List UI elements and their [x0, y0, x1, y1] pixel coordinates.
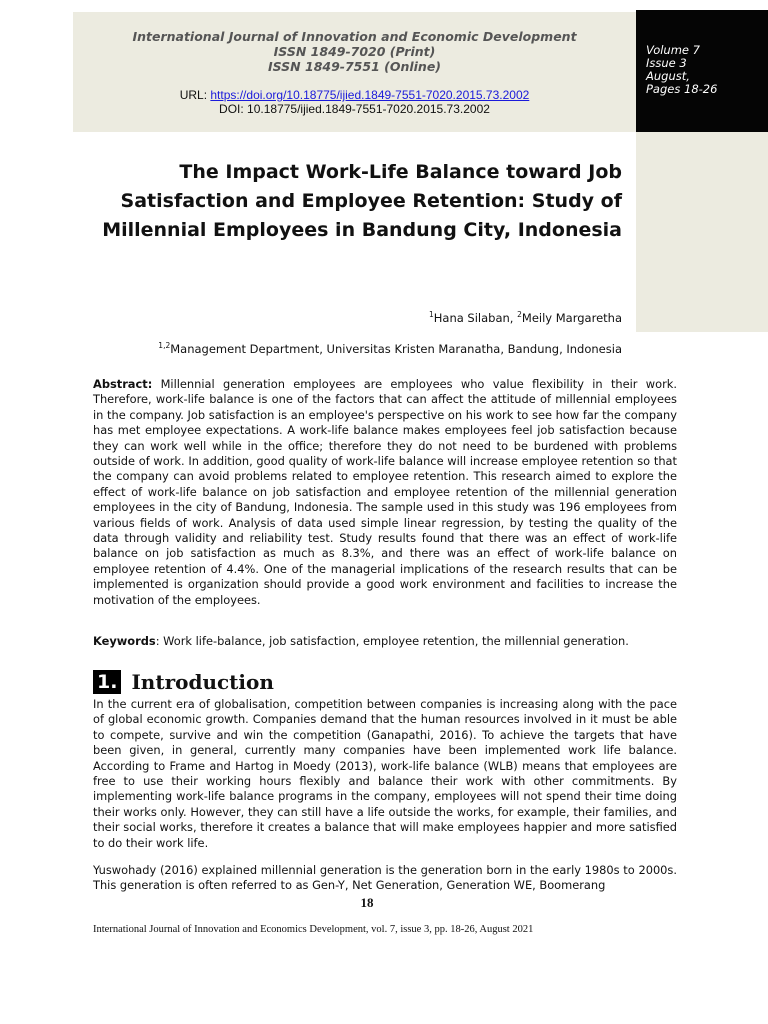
article-title: The Impact Work-Life Balance toward Job Satisfaction and Employee Retention: Study of Millennial Employees in Bandung City, Indonesia — [102, 161, 622, 241]
intro-paragraph-2: Yuswohady (2016) explained millennial generation is the generation born in the early 1980s to 2000s. This generation is often referred to as Gen-Y, Net Generation, Generation WE, Boomerang — [93, 863, 677, 893]
abstract-text: Millennial generation employees are employees who value flexibility in their work. Therefore, work-life balance is one of the factors that can affect the attitude of millennial employees in the company. Job satisfaction is an employee's perspective on his work to see how far the company has met employee expectations. A work-life balance makes employees feel job satisfaction because they can work well while in the office; therefore they do not need to be burdened with problems outside of work. In addition, good quality of work-life balance will increase employee retention so that the company can avoid problems related to employee retention. This research aimed to explore the effect of work-life balance on job satisfaction and employee retention of the millennial generation employees in the city of Bandung, Indonesia. The sample used in this study was 196 employees from various fields of work. Analysis of data used simple linear regression, by testing the quality of the data through validity and reliability test. Study results found that there was an effect of work-life balance on job satisfaction as much as 8.3%, and there was an effect of work-life balance on employee retention of 4.4%. One of the managerial implications of the research results that can be implemented is organization should provide a good work environment and facilities to increase the motivation of the employees. — [93, 377, 677, 607]
abstract — [93, 377, 677, 608]
keywords — [93, 634, 677, 649]
author-1-superscript: 1 — [428, 310, 434, 320]
page-number: 18 — [360, 895, 374, 910]
issue-label: Issue 3 — [646, 56, 687, 70]
keywords-text: Work life-balance, job satisfaction, employee retention, the millennial generation. — [163, 634, 629, 648]
issn-online: ISSN 1849-7551 (Online) — [267, 59, 442, 74]
side-decoration-band — [636, 132, 768, 332]
url-label: URL: — [179, 88, 208, 102]
page-footer: International Journal of Innovation and Economics Development, vol. 7, issue 3, pp. 18-26, August 2021 — [93, 924, 534, 935]
doi-url-link[interactable]: https://doi.org/10.18775/ijied.1849-7551-7020.2015.73.2002 — [210, 88, 530, 102]
keywords-label: Keywords — [93, 634, 156, 648]
author-2-superscript: 2 — [517, 310, 522, 320]
affiliation — [158, 342, 622, 356]
section-title: Introduction — [131, 670, 274, 694]
doi-line: DOI: 10.18775/ijied.1849-7551-7020.2015.73.2002 — [219, 102, 490, 116]
affiliation-superscript: 1,2 — [158, 341, 171, 351]
keywords-separator: : — [155, 634, 164, 648]
journal-name: International Journal of Innovation and Economic Development — [132, 29, 577, 44]
intro-paragraph-1: In the current era of globalisation, competition between companies is increasing along with the pace of global economic growth. Companies demand that the human resources involved in it must be able to compete, survive and win the competition (Ganapathi, 2016). To achieve the targets that have been given, in general, currently many companies have been implemented work life balance. According to Frame and Hartog in Moedy (2013), work-life balance (WLB) means that employees are free to use their working hours flexibly and balance their work with other commitments. By implementing work-life balance programs in the company, employees will not spend their time doing their works only. However, they can still have a life outside the works, for example, their families, and their social works, therefore it creates a balance that will make employees happier and more satisfied to do their work life. — [93, 697, 677, 850]
pages-label: Pages 18-26 — [646, 82, 718, 96]
url-line — [73, 88, 636, 102]
authors — [429, 311, 622, 325]
abstract-label: Abstract: — [93, 377, 153, 391]
volume-label: Volume 7 — [646, 43, 700, 57]
author-1: Hana Silaban, — [433, 311, 518, 325]
section-number: 1. — [93, 670, 121, 694]
volume-info-box — [636, 10, 768, 132]
date-label: August, — [646, 69, 690, 83]
affiliation-text: Management Department, Universitas Kristen Maranatha, Bandung, Indonesia — [170, 342, 622, 356]
section-heading — [93, 669, 274, 695]
issn-print: ISSN 1849-7020 (Print) — [273, 44, 436, 59]
author-2: Meily Margaretha — [521, 311, 622, 325]
